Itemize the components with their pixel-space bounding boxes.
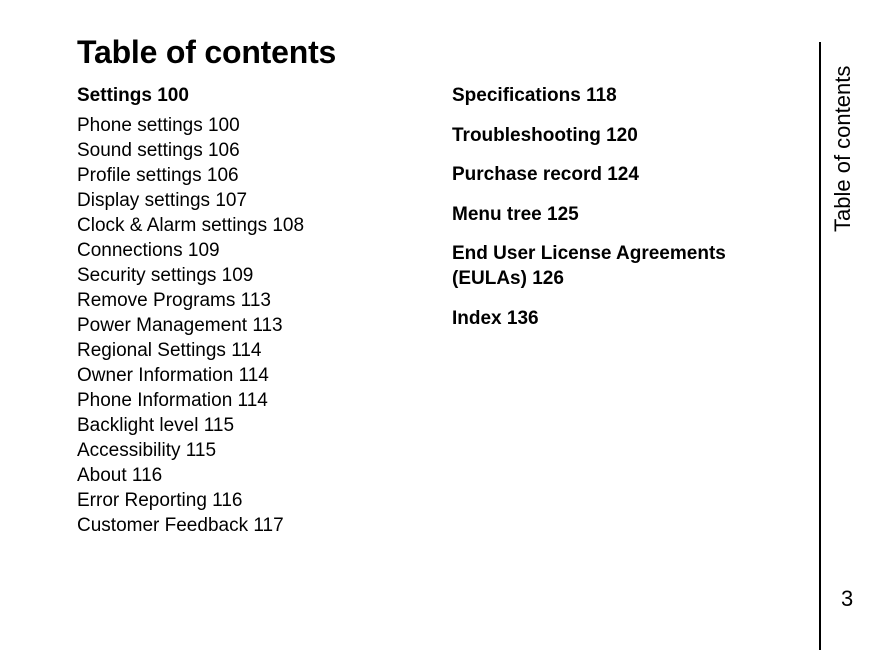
toc-entry-profile-settings[interactable]: Profile settings 106	[77, 165, 239, 186]
toc-section-index[interactable]: Index 136	[452, 307, 539, 329]
side-divider	[819, 42, 821, 650]
toc-entry-backlight-level[interactable]: Backlight level 115	[77, 415, 235, 436]
side-section-label: Table of contents	[830, 65, 855, 232]
page-title: Table of contents	[77, 34, 337, 70]
toc-entry-error-reporting[interactable]: Error Reporting 116	[77, 490, 243, 511]
toc-entry-about[interactable]: About 116	[77, 465, 163, 486]
toc-section-menu-tree[interactable]: Menu tree 125	[452, 203, 579, 225]
toc-settings-entries	[77, 113, 437, 538]
page-number: 3	[841, 586, 854, 611]
toc-entry-power-management[interactable]: Power Management 113	[77, 315, 283, 336]
toc-entry-clock-alarm-settings[interactable]: Clock & Alarm settings 108	[77, 215, 305, 236]
toc-section-purchase-record[interactable]: Purchase record 124	[452, 164, 639, 185]
toc-entry-owner-information[interactable]: Owner Information 114	[77, 365, 269, 386]
toc-right-column	[452, 83, 792, 345]
toc-entry-phone-settings[interactable]: Phone settings 100	[77, 115, 240, 136]
toc-section-troubleshooting[interactable]: Troubleshooting 120	[452, 124, 638, 146]
toc-entry-accessibility[interactable]: Accessibility 115	[77, 440, 217, 461]
toc-entry-display-settings[interactable]: Display settings 107	[77, 190, 248, 211]
toc-entry-phone-information[interactable]: Phone Information 114	[77, 390, 268, 411]
toc-entry-sound-settings[interactable]: Sound settings 106	[77, 140, 240, 161]
toc-entry-regional-settings[interactable]: Regional Settings 114	[77, 340, 262, 361]
toc-entry-connections[interactable]: Connections 109	[77, 240, 220, 261]
toc-section-settings[interactable]: Settings 100	[77, 85, 189, 106]
toc-entry-security-settings[interactable]: Security settings 109	[77, 265, 254, 286]
toc-section-specifications[interactable]: Specifications 118	[452, 85, 617, 106]
toc-entry-customer-feedback[interactable]: Customer Feedback 117	[77, 515, 284, 536]
toc-left-column	[77, 83, 437, 538]
toc-entry-remove-programs[interactable]: Remove Programs 113	[77, 290, 271, 311]
toc-section-eulas[interactable]: End User License Agreements (EULAs) 126	[452, 243, 726, 289]
